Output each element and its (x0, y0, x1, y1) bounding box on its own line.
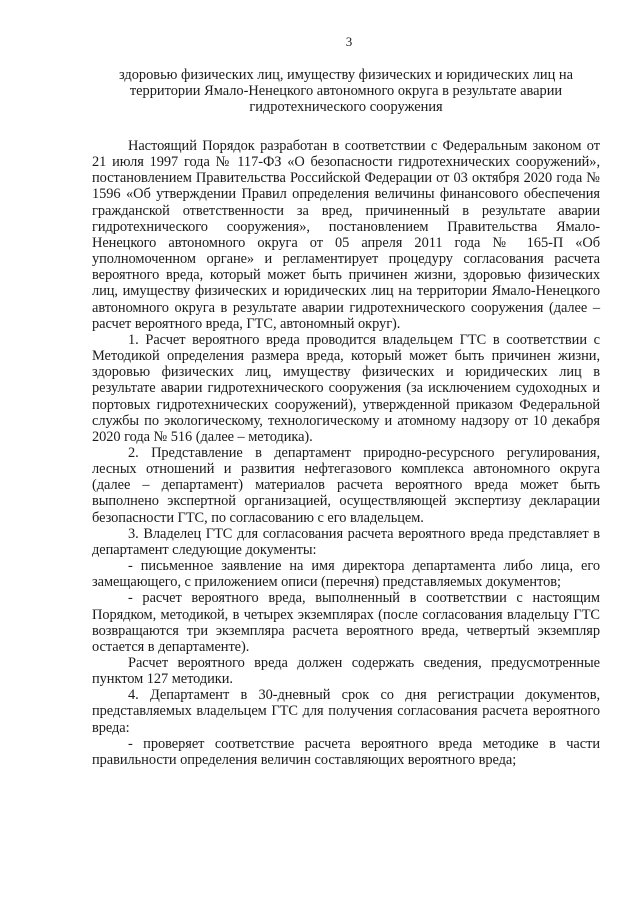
paragraph-item-1: 1. Расчет вероятного вреда проводится владельцем ГТС в соответствии с Методикой определения размера вреда, который может быть причинен жизни, здоровью физических лиц, имуществу физических и юридических лиц в результате аварии гидротехнического сооружения (за исключением судоходных и портовых гидротехнических сооружений), утвержденной приказом Федеральной службы по экологическому, технологическому и атомному надзору от 10 декабря 2020 года № 516 (далее – методика). (92, 331, 600, 445)
list-item-check-compliance: - проверяет соответствие расчета вероятного вреда методике в части правильности определения величин составляющих вероятного вреда; (92, 735, 600, 768)
list-item-harm-calculation: - расчет вероятного вреда, выполненный в соответствии с настоящим Порядком, методикой, в четырех экземплярах (после согласования владельцу ГТС возвращаются три экземпляра расчета вероятного вреда, четвертый экземпляр остается в департаменте). (92, 590, 600, 655)
list-item-application: - письменное заявление на имя директора департамента либо лица, его замещающего, с приложением описи (перечня) представляемых документов; (92, 558, 600, 591)
heading-line: территории Ямало-Ненецкого автономного округа в результате аварии (129, 83, 563, 99)
paragraph-item-4: 4. Департамент в 30-дневный срок со дня регистрации документов, представляемых владельцем ГТС для получения согласования расчета вероятного вреда: (92, 687, 600, 736)
paragraph-content-requirement: Расчет вероятного вреда должен содержать сведения, предусмотренные пунктом 127 методики. (92, 655, 600, 688)
heading-line: здоровью физических лиц, имуществу физических и юридических лиц на (118, 67, 574, 83)
document-body (92, 138, 600, 768)
page-number: 3 (345, 34, 353, 49)
heading-line: гидротехнического сооружения (249, 99, 443, 115)
paragraph-item-2: 2. Представление в департамент природно-ресурсного регулирования, лесных отношений и развития нефтегазового комплекса автономного округа (далее – департамент) материалов расчета вероятного вреда может быть выполнено экспертной организацией, осуществляющей экспертизу декларации безопасности ГТС, по согласованию с его владельцем. (92, 444, 600, 526)
paragraph-preamble: Настоящий Порядок разработан в соответствии с Федеральным законом от 21 июля 1997 года № 117-ФЗ «О безопасности гидротехнических сооружений», постановлением Правительства Российской Федерации от 03 октября 2020 года № 1596 «Об утверждении Правил определения величины финансового обеспечения гражданской ответственности за вред, причиненный в результате аварии гидротехнического сооружения», постановлением Правительства Ямало-Ненецкого автономного округа от 05 апреля 2011 года № 165-П «Об уполномоченном органе» и регламентирует процедуру согласования расчета вероятного вреда, который может быть причинен жизни, здоровью физических лиц, имуществу физических и юридических лиц на территории Ямало-Ненецкого автономного округа в результате аварии гидротехнического сооружения (далее – расчет вероятного вреда, ГТС, автономный округ). (92, 138, 600, 332)
paragraph-item-3: 3. Владелец ГТС для согласования расчета вероятного вреда представляет в департамент следующие документы: (92, 525, 600, 558)
document-heading (92, 67, 600, 115)
